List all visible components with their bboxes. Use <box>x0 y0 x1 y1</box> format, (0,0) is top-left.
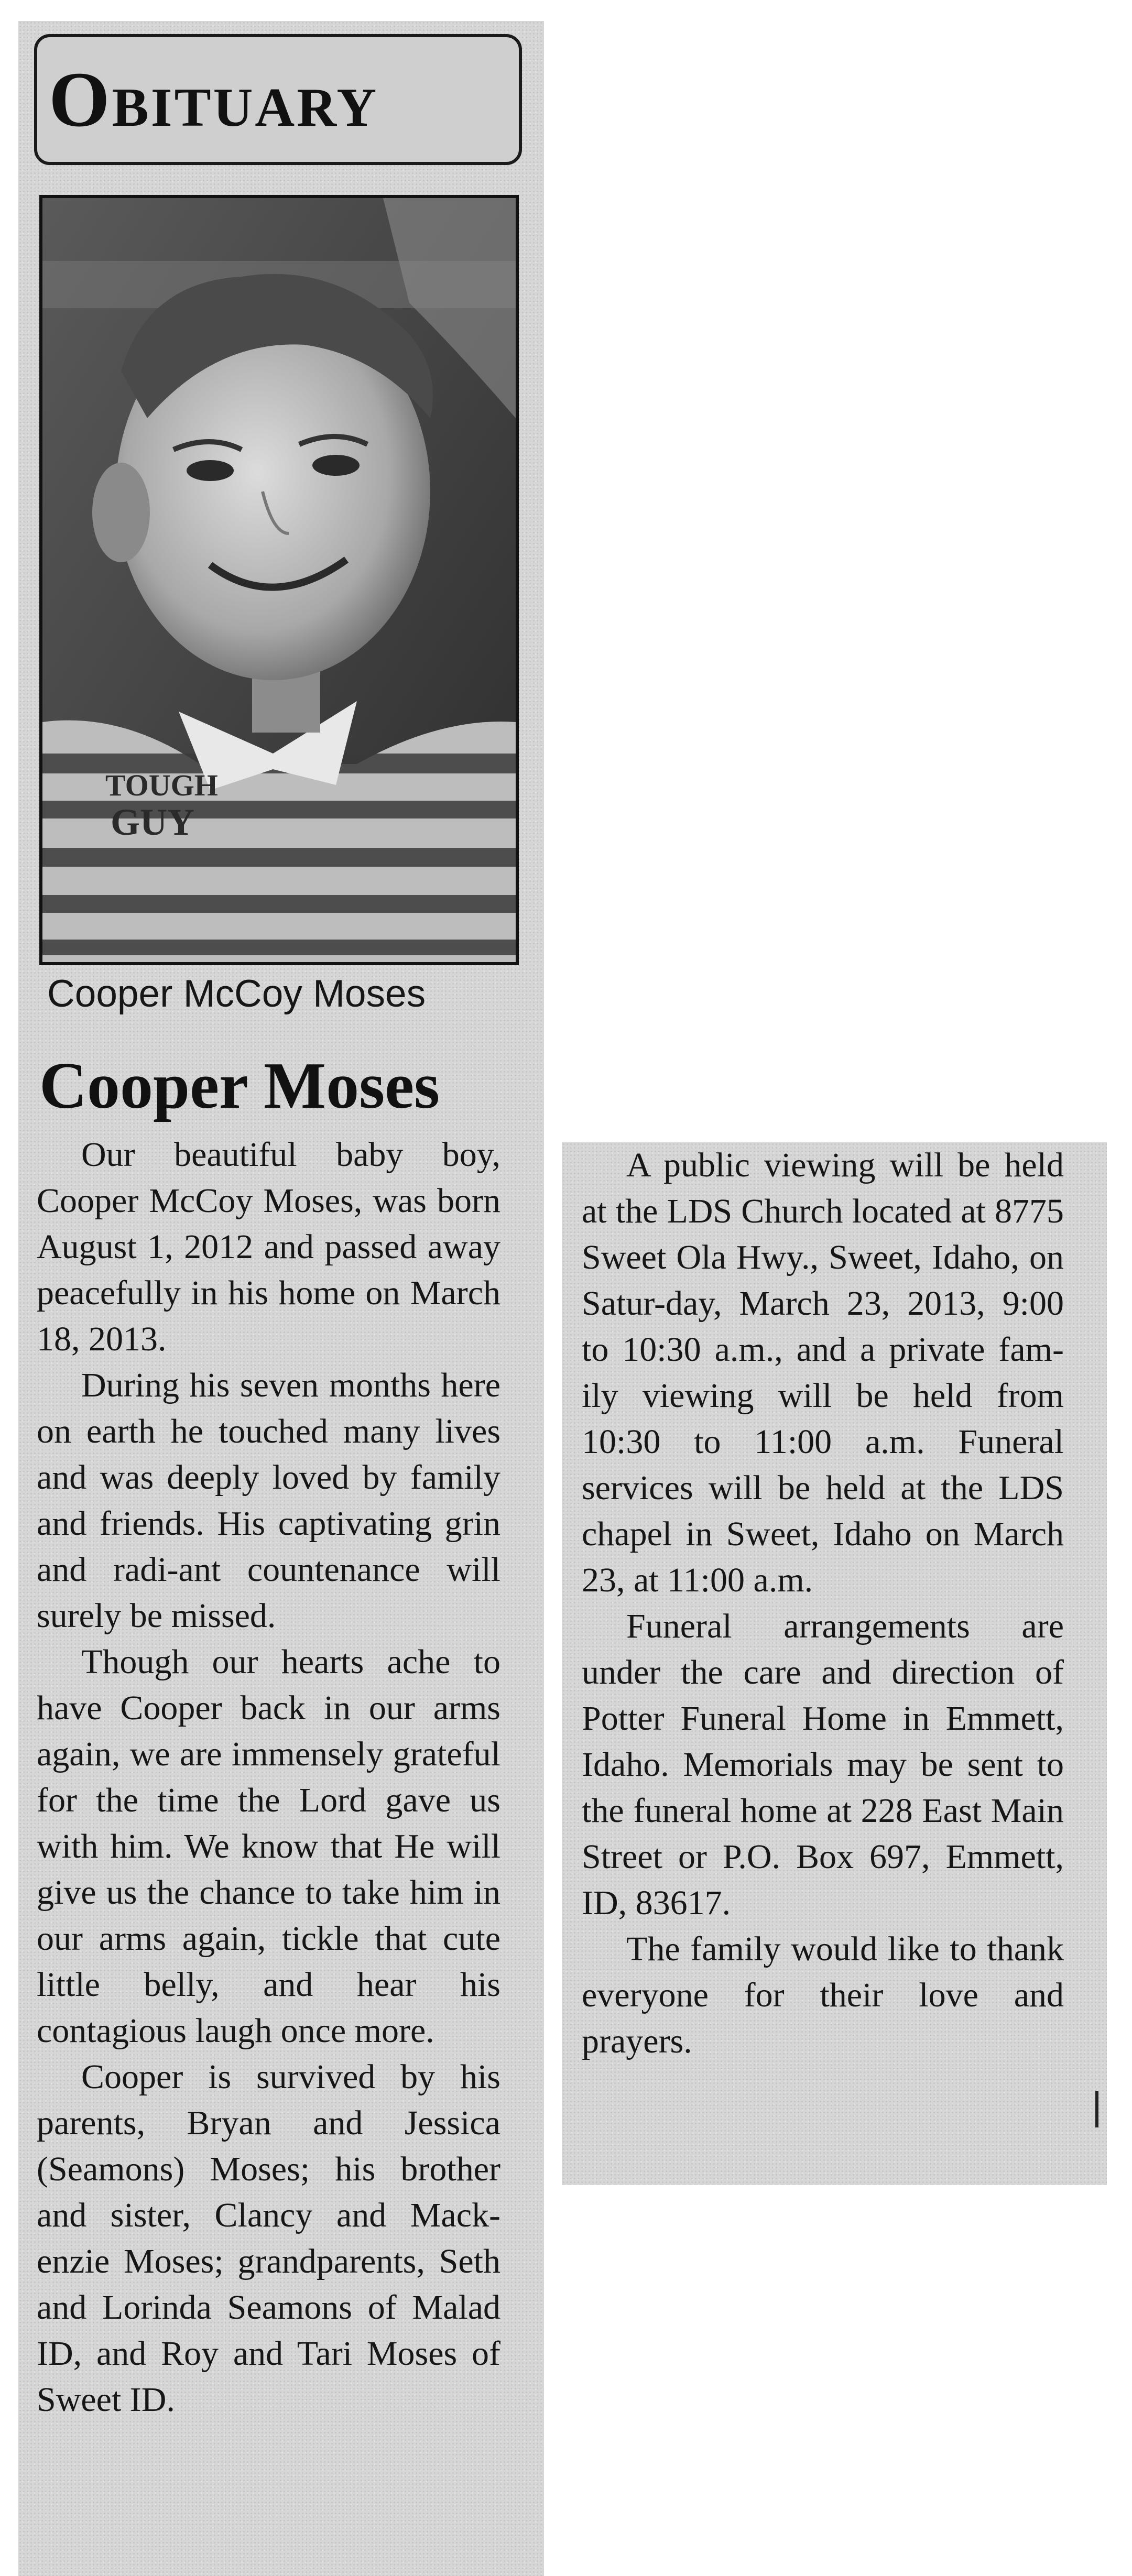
shirt-text-guy: GUY <box>111 801 194 843</box>
scan-edge-mark <box>1095 2091 1098 2127</box>
photo-caption: Cooper McCoy Moses <box>47 973 426 1015</box>
child-portrait-illustration <box>42 198 516 962</box>
obituary-paragraph: Funeral arrangements are under the care and direction of Potter Funeral Home in Emmett, Idaho. Memorials may be sent to the funeral home at 228 East Main Street or P.O. Box 697, Emmett, ID, 83617. <box>582 1607 1064 1922</box>
obituary-paragraph: Our beautiful baby boy, Cooper McCoy Moses, was born August 1, 2012 and passed away peacefully in his home on March 18, 2013. <box>37 1136 500 1358</box>
shirt-text-tough: TOUGH <box>105 768 218 802</box>
obituary-right-column <box>582 1142 1064 2065</box>
obituary-paragraph: The family would like to thank everyone for their love and prayers. <box>582 1930 1064 2060</box>
obituary-paragraph: Though our hearts ache to have Cooper back in our arms again, we are immensely grateful for the time the Lord gave us with him. We know that He will give us the chance to take him in our arms again, tickle that cute little belly, and hear his contagious laugh once more. <box>37 1643 500 2050</box>
obituary-paragraph: During his seven months here on earth he touched many lives and was deeply loved by family and friends. His captivating grin and radi-ant countenance will surely be missed. <box>37 1366 500 1635</box>
obituary-left-column <box>37 1132 500 2423</box>
child-photo <box>39 195 519 965</box>
obituary-name-heading: Cooper Moses <box>39 1050 440 1122</box>
obituary-header-box <box>34 34 522 165</box>
obituary-paragraph: A public viewing will be held at the LDS Church located at 8775 Sweet Ola Hwy., Sweet, Idaho, on Satur-day, March 23, 2013, 9:00 to 10:30 a.m., and a private fam-ily viewing will be held from 10:30 to 11:00 a.m. Funeral services will be held at the LDS chapel in Sweet, Idaho on March 23, at 11:00 a.m. <box>582 1146 1064 1599</box>
obituary-header-title: Obituary <box>49 56 379 143</box>
obituary-paragraph: Cooper is survived by his parents, Bryan and Jessica (Seamons) Moses; his brother and sister, Clancy and Mack-enzie Moses; grandparents, Seth and Lorinda Seamons of Malad ID, and Roy and Tari Moses of Sweet ID. <box>37 2058 500 2419</box>
